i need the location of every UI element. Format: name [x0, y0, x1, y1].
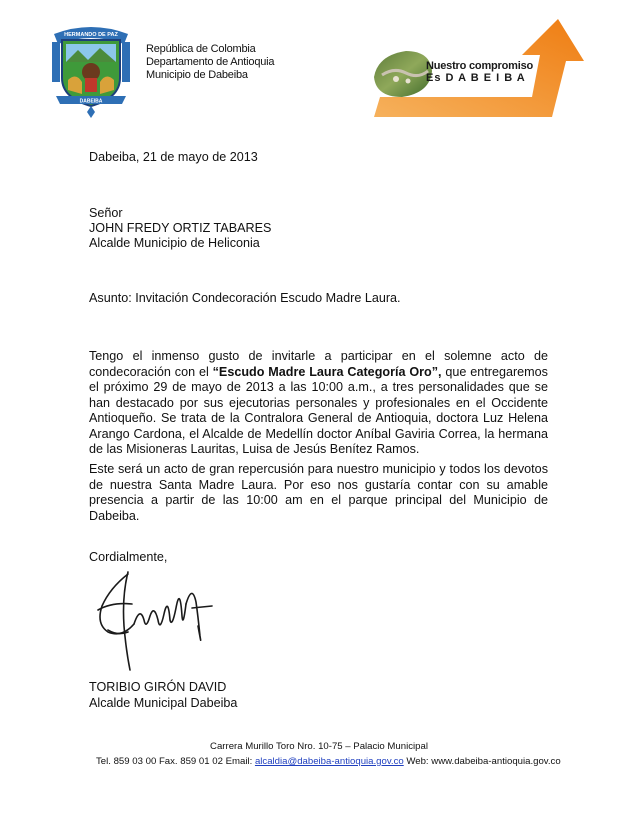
- handwritten-signature: [88, 566, 216, 678]
- footer-address: Carrera Murillo Toro Nro. 10-75 – Palacio Municipal: [210, 741, 428, 752]
- header-municipality: Municipio de Dabeiba: [146, 69, 248, 81]
- footer-contact: [96, 756, 561, 767]
- header-country: República de Colombia: [146, 43, 256, 55]
- footer-email-link[interactable]: alcaldia@dabeiba-antioquia.gov.co: [254, 756, 404, 767]
- slogan-line-2: Es D A B E I B A: [426, 72, 526, 84]
- body-paragraph-1: [89, 349, 548, 458]
- municipal-crest-logo: [52, 20, 130, 118]
- award-name: “Escudo Madre Laura Categoría Oro”,: [212, 364, 442, 379]
- paragraph-1-text-b: que entregaremos el próximo 29 de mayo de 2013 a las 10:00 a.m., a tres personalidades que se han destacado por sus ejecutorias personales y profesionales en el Occidente Antioqueño. Se trata de la Contralora General de Antioquia, doctora Luz Helena Arango Cardona, el Alcalde de Medellín doctor Aníbal Gaviria Correa, la hermana de las Misioneras Lauritas, Luisa de Jesús Benítez Ramos.: [89, 364, 548, 456]
- signer-title: Alcalde Municipal Dabeiba: [89, 696, 238, 710]
- recipient-position: Alcalde Municipio de Heliconia: [89, 236, 260, 250]
- crest-banner-text: HERMANDO DE PAZ: [64, 32, 118, 38]
- slogan-line-1: Nuestro compromiso: [426, 60, 534, 72]
- paragraph-1-text-a: Tengo el inmenso gusto de invitarle a participar en el solemne acto de condecoración con el: [89, 349, 548, 379]
- header-department: Departamento de Antioquia: [146, 56, 275, 68]
- signer-name: TORIBIO GIRÓN DAVID: [89, 680, 227, 694]
- recipient-name: JOHN FREDY ORTIZ TABARES: [89, 221, 272, 235]
- footer-phone-fax: Tel. 859 03 00 Fax. 859 01 02 Email:: [96, 756, 255, 767]
- recipient-title: Señor: [89, 206, 123, 220]
- footer-website: Web: www.dabeiba-antioquia.gov.co: [403, 756, 561, 767]
- letter-subject: Asunto: Invitación Condecoración Escudo Madre Laura.: [89, 291, 401, 305]
- crest-ribbon-text: DABEIBA: [79, 98, 103, 105]
- letter-closing: Cordialmente,: [89, 550, 168, 564]
- letter-date: Dabeiba, 21 de mayo de 2013: [89, 150, 258, 164]
- body-paragraph-2: Este será un acto de gran repercusión para nuestro municipio y todos los devotos de nuestra Santa Madre Laura. Por eso nos gustaría contar con su amable presencia a partir de las 10:00 am en el parque principal del Municipio de Dabeiba.: [89, 462, 548, 523]
